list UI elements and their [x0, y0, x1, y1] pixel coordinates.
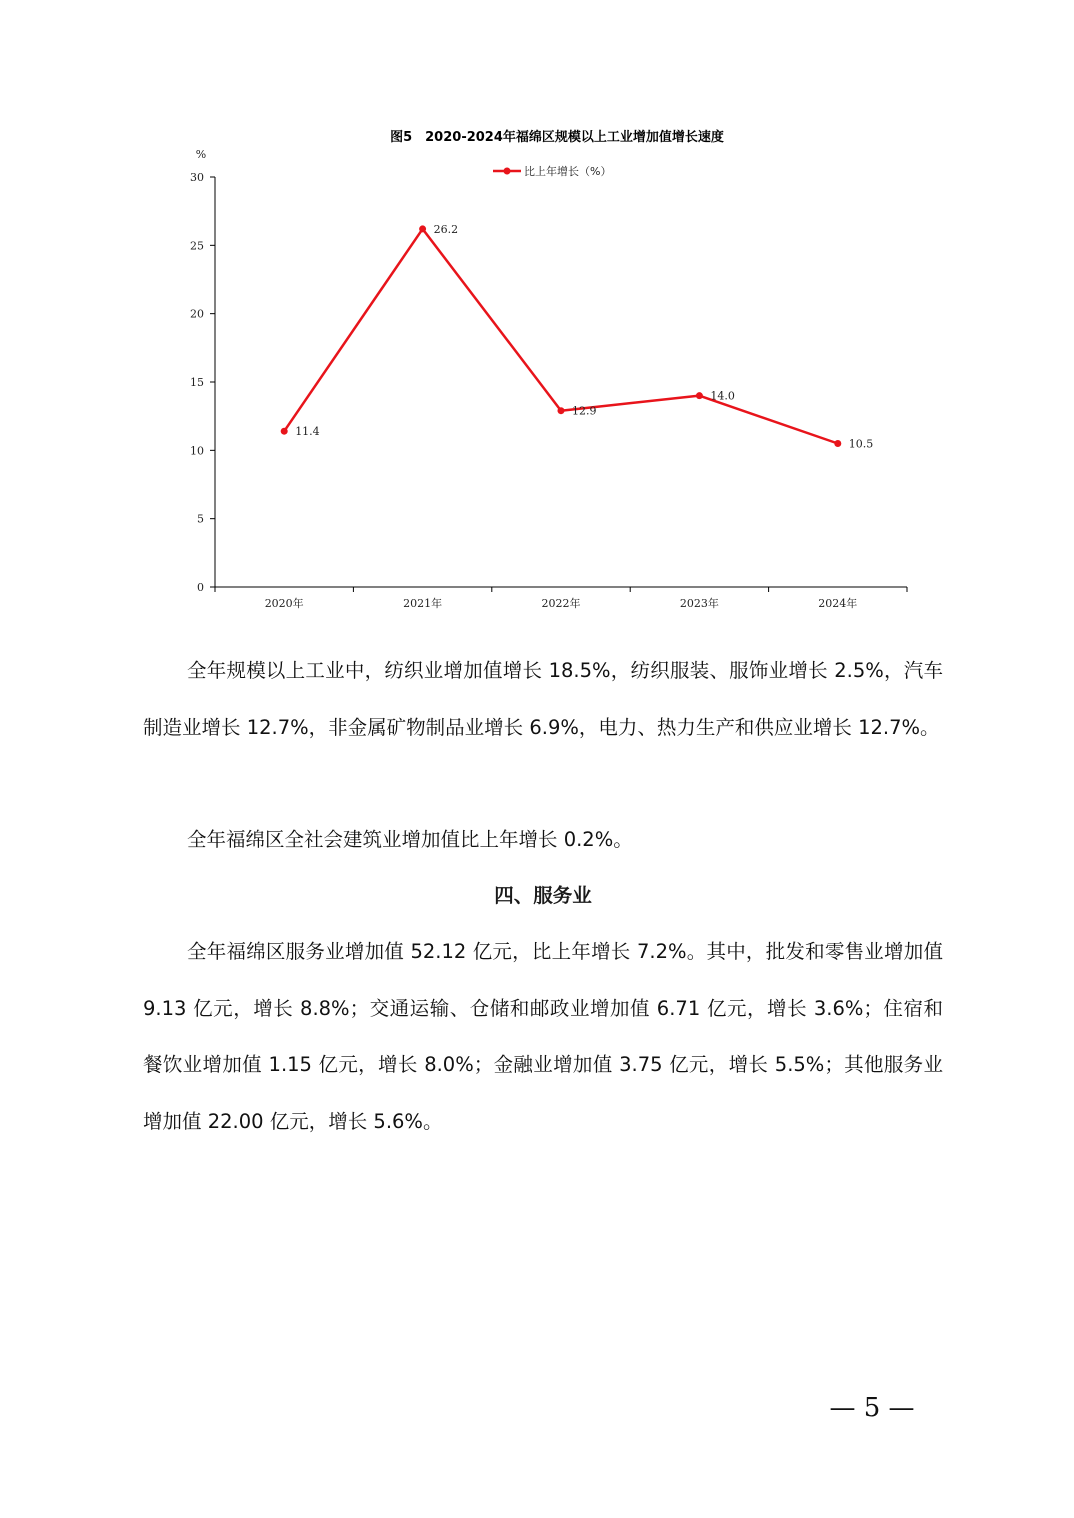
y-tick-label: 20 [190, 307, 204, 321]
series-layer [281, 223, 874, 451]
y-axis-unit-label: % [195, 148, 207, 161]
paragraph-construction: 全年福绵区全社会建筑业增加值比上年增长 0.2%。 [187, 828, 633, 851]
x-tick-label: 2021年 [403, 597, 443, 610]
y-tick-label: 5 [197, 512, 204, 526]
data-label: 12.9 [572, 404, 597, 418]
y-tick-label: 15 [190, 376, 204, 389]
y-tick-label: 25 [190, 239, 204, 253]
section-heading-services: 四、服务业 [494, 884, 592, 907]
y-tick-label: 0 [197, 581, 204, 594]
y-tick-label: 30 [190, 171, 204, 184]
growth-line-chart [0, 0, 1074, 640]
chart-title: 图5 2020-2024年福绵区规模以上工业增加值增长速度 [390, 130, 724, 145]
data-label: 11.4 [295, 425, 320, 439]
data-label: 26.2 [433, 222, 459, 236]
y-axis-ticks [190, 171, 215, 594]
data-point [696, 392, 703, 399]
page-number: — 5 — [829, 1393, 915, 1423]
legend-label: 比上年增长（%） [524, 165, 612, 178]
data-label: 10.5 [848, 437, 874, 451]
legend-marker [504, 168, 511, 175]
data-point [419, 225, 426, 232]
x-tick-label: 2022年 [541, 597, 581, 610]
data-point [834, 440, 841, 447]
data-point [558, 407, 565, 414]
x-axis-ticks [215, 587, 907, 610]
x-tick-label: 2024年 [818, 597, 858, 610]
x-tick-label: 2023年 [679, 597, 719, 610]
data-label: 14.0 [710, 389, 735, 403]
paragraph-services: 全年福绵区服务业增加值 52.12 亿元，比上年增长 7.2%。其中，批发和零售业增加值 9.13 亿元，增长 8.8%；交通运输、仓储和邮政业增加值 6.71 亿元，增长 3.6%；住宿和餐饮业增加值 1.15 亿元，增长 8.0%；金融业增加值 3.75 亿元，增长 5.5%；其他服务业增加值 22.00 亿元，增长 5.6%。 [143, 940, 943, 1133]
paragraph-industry: 全年规模以上工业中，纺织业增加值增长 18.5%，纺织服装、服饰业增长 2.5%，汽车制造业增长 12.7%，非金属矿物制品业增长 6.9%，电力、热力生产和供应业增长 12.7%。 [143, 659, 943, 739]
legend [493, 164, 611, 178]
y-tick-label: 10 [190, 444, 204, 458]
data-point [281, 428, 288, 435]
x-tick-label: 2020年 [264, 597, 304, 610]
